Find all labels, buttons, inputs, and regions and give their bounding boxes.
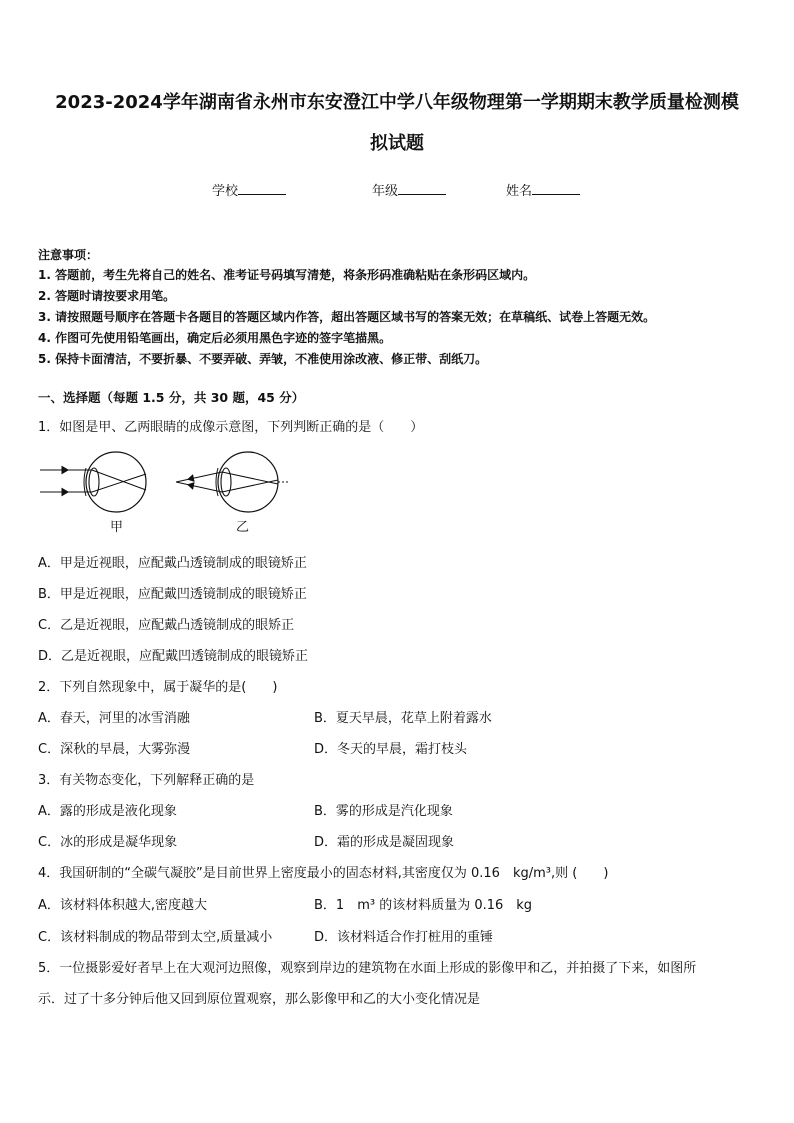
question-4-option-a: A．该材料体积越大,密度越大 (38, 898, 208, 913)
question-3-option-c: C．冰的形成是凝华现象 (38, 835, 178, 850)
eye-diagram-svg (36, 440, 306, 535)
question-3-option-d: D．霜的形成是凝固现象 (314, 835, 455, 850)
question-2-option-a: A．春天，河里的冰雪消融 (38, 711, 190, 726)
notice-item: 5. 保持卡面清洁，不要折暴、不要弄破、弄皱，不准使用涂改液、修正带、刮纸刀。 (38, 352, 488, 366)
grade-label: 年级 (372, 184, 399, 199)
question-4-option-c: C．该材料制成的物品带到太空,质量减小 (38, 930, 273, 945)
question-5-stem-line2: 示．过了十多分钟后他又回到原位置观察，那么影像甲和乙的大小变化情况是 (38, 992, 481, 1007)
notice-item: 1. 答题前，考生先将自己的姓名、准考证号码填写清楚，将条形码准确粘贴在条形码区域内。 (38, 268, 536, 282)
question-3-stem: 3．有关物态变化，下列解释正确的是 (38, 773, 255, 788)
question-3-option-b: B．雾的形成是汽化现象 (314, 804, 453, 819)
figure-label-b: 乙 (236, 520, 250, 535)
school-label: 学校 (212, 184, 239, 199)
question-4-stem: 4．我国研制的“全碳气凝胶”是目前世界上密度最小的固态材料,其密度仅为 0.16 kg/m³,则 ( ) (38, 866, 609, 881)
question-2-stem: 2．下列自然现象中，属于凝华的是( ) (38, 680, 278, 695)
notice-item: 2. 答题时请按要求用笔。 (38, 289, 176, 303)
name-field (506, 180, 580, 199)
question-1-option-a: A．甲是近视眼，应配戴凸透镜制成的眼镜矫正 (38, 556, 307, 571)
figure-label-a: 甲 (110, 520, 124, 535)
notice-heading: 注意事项： (38, 248, 99, 262)
notice-item: 4. 作图可先使用铅笔画出，确定后必须用黑色字迹的签字笔描黑。 (38, 331, 392, 345)
question-3-option-a: A．露的形成是液化现象 (38, 804, 177, 819)
notice-item: 3. 请按照题号顺序在答题卡各题目的答题区域内作答，超出答题区域书写的答案无效；在草稿纸、试卷上答题无效。 (38, 310, 656, 324)
question-1-option-c: C．乙是近视眼，应配戴凸透镜制成的眼矫正 (38, 618, 295, 633)
question-2-option-d: D．冬天的早晨，霜打枝头 (314, 742, 468, 757)
name-label: 姓名 (506, 184, 533, 199)
question-2-option-b: B．夏天早晨，花草上附着露水 (314, 711, 492, 726)
question-1-stem: 1．如图是甲、乙两眼睛的成像示意图，下列判断正确的是（ ） (38, 420, 424, 435)
question-4-option-d: D．该材料适合作打桩用的重锤 (314, 930, 494, 945)
question-4-option-b: B．1 m³ 的该材料质量为 0.16 kg (314, 898, 533, 913)
question-1-option-b: B．甲是近视眼，应配戴凹透镜制成的眼镜矫正 (38, 587, 307, 602)
name-blank (532, 182, 580, 195)
question-5-stem-line1: 5．一位摄影爱好者早上在大观河边照像，观察到岸边的建筑物在水面上形成的影像甲和乙，并拍摄了下来，如图所 (38, 961, 697, 976)
exam-title-line2: 拟试题 (370, 133, 424, 154)
grade-blank (398, 182, 446, 195)
eye-a (40, 452, 146, 512)
question-1-option-d: D．乙是近视眼，应配戴凹透镜制成的眼镜矫正 (38, 649, 309, 664)
grade-field (372, 180, 446, 199)
question-2-option-c: C．深秋的早晨，大雾弥漫 (38, 742, 191, 757)
school-blank (238, 182, 286, 195)
section-heading: 一、选择题（每题 1.5 分，共 30 题，45 分） (38, 390, 305, 405)
eye-diagram (36, 440, 306, 539)
eye-b (176, 452, 288, 512)
school-field (212, 180, 286, 199)
exam-title-line1: 2023-2024学年湖南省永州市东安澄江中学八年级物理第一学期期末教学质量检测模 (55, 92, 739, 113)
